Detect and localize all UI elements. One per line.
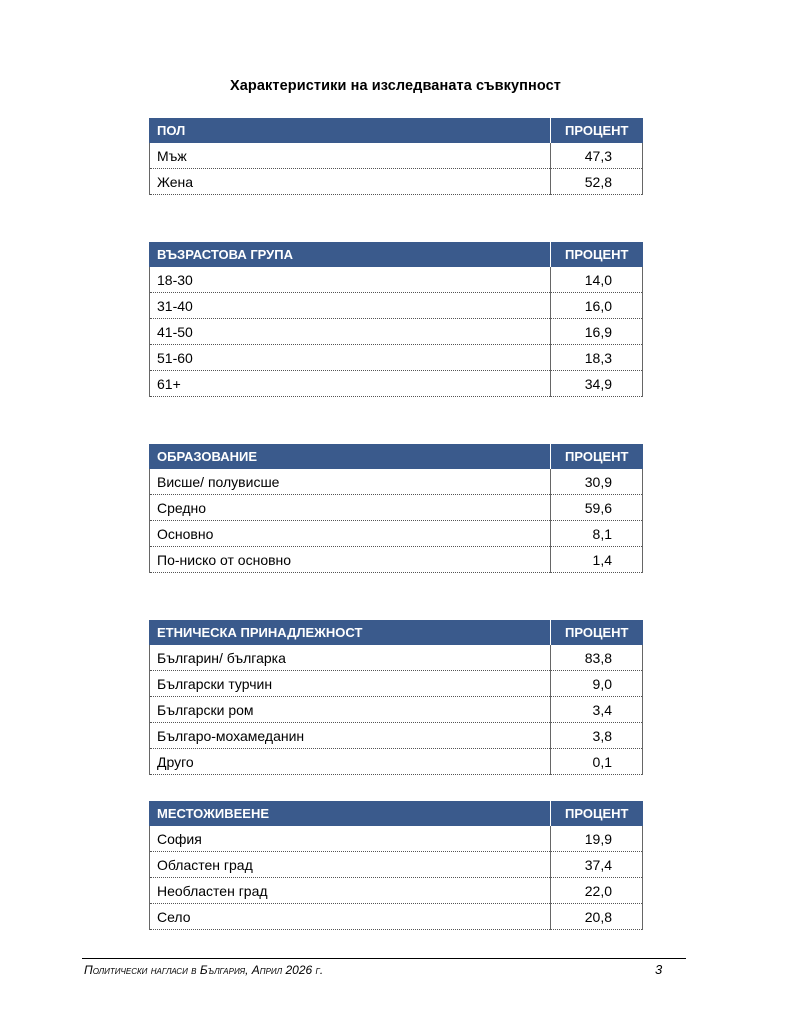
table-ethnicity xyxy=(149,620,643,775)
table-row xyxy=(150,723,643,749)
column-header-category: ВЪЗРАСТОВА ГРУПА xyxy=(150,242,551,267)
page-title: Характеристики на изследваната съвкупност xyxy=(229,78,562,94)
table-residence xyxy=(149,801,643,930)
table-row xyxy=(150,904,643,930)
row-value: 47,3 xyxy=(551,143,643,169)
row-label: 18-30 xyxy=(150,267,551,293)
row-label: Основно xyxy=(150,521,551,547)
column-header-percent: ПРОЦЕНТ xyxy=(551,118,643,143)
row-value: 16,0 xyxy=(551,293,643,319)
column-header-percent: ПРОЦЕНТ xyxy=(551,242,643,267)
row-label: 41-50 xyxy=(150,319,551,345)
row-value: 59,6 xyxy=(551,495,643,521)
table-row xyxy=(150,878,643,904)
row-value: 34,9 xyxy=(551,371,643,397)
row-label: Висше/ полувисше xyxy=(150,469,551,495)
row-label: 51-60 xyxy=(150,345,551,371)
row-label: Областен град xyxy=(150,852,551,878)
row-label: Българо-мохамеданин xyxy=(150,723,551,749)
row-label: София xyxy=(150,826,551,852)
table-gender xyxy=(149,118,643,195)
row-value: 30,9 xyxy=(551,469,643,495)
table-row xyxy=(150,169,643,195)
table-row xyxy=(150,495,643,521)
table-row xyxy=(150,469,643,495)
table-row xyxy=(150,293,643,319)
table-header-row xyxy=(150,118,643,143)
row-label: Български турчин xyxy=(150,671,551,697)
column-header-percent: ПРОЦЕНТ xyxy=(551,444,643,469)
column-header-percent: ПРОЦЕНТ xyxy=(551,620,643,645)
footer-document-title: Политически нагласи в България, Април 2026 г. xyxy=(84,963,324,977)
row-label: 61+ xyxy=(150,371,551,397)
row-value: 83,8 xyxy=(551,645,643,671)
table-row xyxy=(150,371,643,397)
table-education xyxy=(149,444,643,573)
row-value: 18,3 xyxy=(551,345,643,371)
row-value: 0,1 xyxy=(551,749,643,775)
row-label: Българин/ българка xyxy=(150,645,551,671)
table-header-row xyxy=(150,444,643,469)
row-value: 20,8 xyxy=(551,904,643,930)
table-row xyxy=(150,521,643,547)
row-value: 14,0 xyxy=(551,267,643,293)
table-header-row xyxy=(150,620,643,645)
table-row xyxy=(150,547,643,573)
row-value: 22,0 xyxy=(551,878,643,904)
row-value: 37,4 xyxy=(551,852,643,878)
row-label: Средно xyxy=(150,495,551,521)
table-header-row xyxy=(150,242,643,267)
row-label: Мъж xyxy=(150,143,551,169)
table-row xyxy=(150,671,643,697)
row-label: Български ром xyxy=(150,697,551,723)
table-row xyxy=(150,826,643,852)
table-header-row xyxy=(150,801,643,826)
table-row xyxy=(150,749,643,775)
table-age-group xyxy=(149,242,643,397)
table-row xyxy=(150,697,643,723)
row-label: Село xyxy=(150,904,551,930)
row-label: Друго xyxy=(150,749,551,775)
row-label: По-ниско от основно xyxy=(150,547,551,573)
row-value: 52,8 xyxy=(551,169,643,195)
table-row xyxy=(150,852,643,878)
page-number: 3 xyxy=(655,962,663,977)
row-value: 3,4 xyxy=(551,697,643,723)
table-row xyxy=(150,267,643,293)
column-header-category: ОБРАЗОВАНИЕ xyxy=(150,444,551,469)
table-row xyxy=(150,143,643,169)
footer-divider xyxy=(82,958,686,959)
row-label: 31-40 xyxy=(150,293,551,319)
column-header-category: ПОЛ xyxy=(150,118,551,143)
column-header-category: ЕТНИЧЕСКА ПРИНАДЛЕЖНОСТ xyxy=(150,620,551,645)
row-value: 3,8 xyxy=(551,723,643,749)
column-header-percent: ПРОЦЕНТ xyxy=(551,801,643,826)
row-label: Необластен град xyxy=(150,878,551,904)
row-value: 16,9 xyxy=(551,319,643,345)
row-value: 1,4 xyxy=(551,547,643,573)
column-header-category: МЕСТОЖИВЕЕНЕ xyxy=(150,801,551,826)
table-row xyxy=(150,645,643,671)
row-value: 19,9 xyxy=(551,826,643,852)
row-value: 8,1 xyxy=(551,521,643,547)
table-row xyxy=(150,319,643,345)
table-row xyxy=(150,345,643,371)
row-label: Жена xyxy=(150,169,551,195)
row-value: 9,0 xyxy=(551,671,643,697)
